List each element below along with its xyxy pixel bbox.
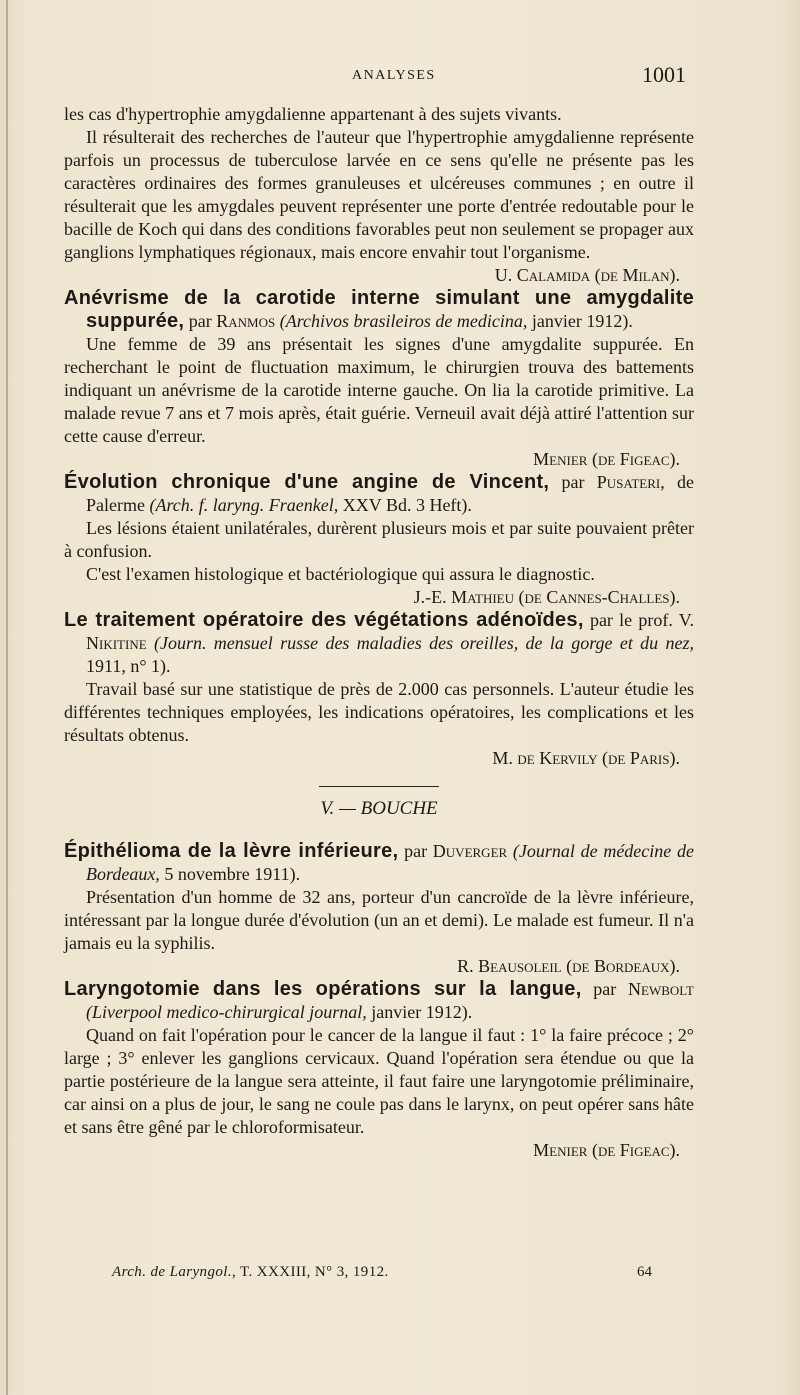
article-body: Quand on fait l'opération pour le cancer de la langue il faut : 1° la faire précoce ; 2° large ; 3° enlever les ganglions cervicaux. Quand l'opération sera étendue ou que la partie postérieure de la langue sera atteinte, il faut faire une laryngotomie préliminaire, car ainsi on a plus de jour, le sang ne coule pas dans le larynx, on peut opérer sans hâte et sans être gêné par le chloroformisateur. [64,1025,694,1137]
footer-journal: Arch. de Laryngol. [112,1264,232,1280]
signature: M. de Kervily (de Paris). [492,748,680,768]
article-source: (Archivos brasileiros de medicina, [279,311,528,331]
article-by: par [549,472,597,492]
signature: Menier (de Figeac). [533,449,680,469]
article-date: janvier 1912). [527,311,633,331]
footer-volume: , T. XXXIII, N° 3, 1912. [231,1264,389,1280]
article-title: Le traitement opératoire des végétations adénoïdes, [64,609,584,631]
article-body: Les lésions étaient unilatérales, durèrent plusieurs mois et par suite pouvaient prêter à confusion. [64,518,694,561]
article-by: par [581,979,629,999]
article-title: Épithélioma de la lèvre inférieure, [64,840,399,862]
article-date: 1911, n° 1). [86,656,171,676]
article-source: (Liverpool medico-chirurgical journal, [86,1002,367,1022]
signature: Menier (de Figeac). [533,1140,680,1160]
article-by: par [398,841,433,861]
article-author: Duverger [432,841,508,861]
page-number: 1001 [642,62,686,87]
article-date: XXV Bd. 3 Heft). [338,495,472,515]
article-source: (Journ. mensuel russe des maladies des oreilles, de la gorge et du nez, [153,633,694,653]
running-head: ANALYSES [352,68,436,83]
article-author: Pusateri [596,472,661,492]
footer-citation [112,1264,389,1280]
article-author: Newbolt [628,979,694,999]
article-place: , de Palerme [86,472,694,515]
article-body: Présentation d'un homme de 32 ans, porteur d'un cancroïde de la lèvre inférieure, intéressant par la longue durée d'évolution (un an et demi). Le malade est fumeur. Il n'a jamais eu la syphilis. [64,887,694,953]
signature: R. Beausoleil (de Bordeaux). [457,956,680,976]
article-heading [64,609,694,678]
article-author: Ranmos [216,311,276,331]
article-by: par le prof. V. [583,610,694,630]
page-header [66,62,686,90]
page-spine-line [6,0,8,1395]
article-date: 5 novembre 1911). [159,864,301,884]
section-title: V. — BOUCHE [320,798,438,819]
article-title: Laryngotomie dans les opérations sur la langue, [64,978,582,1000]
page-footer [112,1262,652,1282]
footer-sheet-number: 64 [637,1264,652,1280]
article-author: Nikitine [86,633,147,653]
body-text [64,103,694,1162]
article-heading [64,471,694,517]
article-source: (Arch. f. laryng. Fraenkel, [149,495,339,515]
article-body: Travail basé sur une statistique de près de 2.000 cas personnels. L'auteur étudie les différentes techniques employées, les indications opératoires, les complications et les résultats obtenus. [64,679,694,745]
article-heading [64,287,694,333]
article-title: Anévrisme de la carotide interne simulant une amygdalite suppurée, [64,287,694,332]
signature: J.-E. Mathieu (de Cannes-Challes). [413,587,680,607]
article-title: Évolution chronique d'une angine de Vincent, [64,471,550,493]
article-heading [64,978,694,1024]
article-body: C'est l'examen histologique et bactériologique qui assura le diagnostic. [86,564,595,584]
article-body: Une femme de 39 ans présentait les signes d'une amygdalite suppurée. En recherchant le point de fluctuation maximum, le chirurgien trouva des battements indiquant un anévrisme de la carotide interne gauche. On lia la carotide primitive. La malade revue 7 ans et 7 mois après, était guérie. Verneuil avait déjà attiré l'attention sur cette cause d'erreur. [64,334,694,446]
article-by: par [184,311,217,331]
paragraph: Il résulterait des recherches de l'auteur que l'hypertrophie amygdalienne représente parfois un processus de tuberculose larvée en ce sens qu'elle ne présente pas les caractères ordinaires des formes granuleuses et ulcéreuses communes ; en outre il résulterait que les amygdales peuvent représenter une porte d'entrée redoutable pour le bacille de Koch qui dans des conditions favorables peut non seulement se propager aux ganglions lymphatiques régionaux, mais encore envahir tout l'organisme. [64,127,694,262]
article-date: janvier 1912). [366,1002,473,1022]
section-divider [319,786,439,787]
signature: U. Calamida (de Milan). [494,265,680,285]
paragraph-continued: les cas d'hypertrophie amygdalienne appartenant à des sujets vivants. [64,104,562,124]
article-heading [64,840,694,886]
article-source: (Journal de médecine de Bordeaux, [86,841,694,884]
